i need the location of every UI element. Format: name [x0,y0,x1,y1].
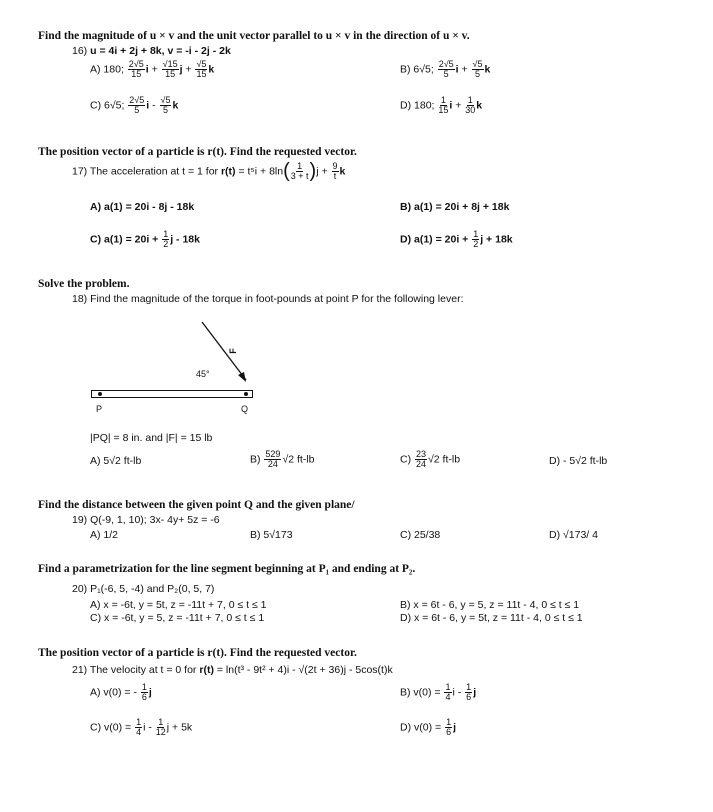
question-19: 19) Q(-9, 1, 10); 3x- 4y+ 5z = -6 [72,514,220,526]
choice-17a[interactable]: A) a(1) = 20i - 8j - 18k [90,201,195,213]
choice-20d[interactable]: D) x = 6t - 6, y = 5t, z = 11t - 4, 0 ≤ t ≤ 1 [400,612,583,624]
choice-17b[interactable]: B) a(1) = 20i + 8j + 18k [400,201,510,213]
choice-21a[interactable]: A) v(0) = - $\frac{1}{6}$ j [90,682,152,703]
label-p: P [96,404,103,414]
section-header: Find a parametrization for the line segment beginning at P₁ and ending at P₂. [38,563,416,575]
choice-20a[interactable]: A) x = -6t, y = 5t, z = -11t + 7, 0 ≤ t ≤ 1 [90,599,267,611]
force-label: F [227,348,238,354]
choice-17d[interactable]: D) a(1) = 20i + $\frac{1}{2}$ j + 18k [400,229,513,250]
question-17: 17) The acceleration at t = 1 for r(t) = t⁵i + 8ln( $\frac{1}{3 + t}$ )j + $\frac{9}{t}$ k [72,160,346,182]
section-header: The position vector of a particle is r(t). Find the requested vector. [38,647,357,659]
choice-19c[interactable]: C) 25/38 [400,529,441,541]
arrow-head [238,372,246,382]
choice-16a[interactable]: A) 180; $\frac{2√5}{15}$ i + $\frac{√15}{15}$ j + $\frac{√5}{15}$ k [90,59,215,80]
choice-19d[interactable]: D) √173/ 4 [549,529,598,541]
choice-20c[interactable]: C) x = -6t, y = 5, z = -11t + 7, 0 ≤ t ≤ 1 [90,612,265,624]
choice-18b[interactable]: B) $\frac{529}{24}$ √2 ft-lb [250,449,315,470]
section-header: The position vector of a particle is r(t). Find the requested vector. [38,146,357,158]
choice-19a[interactable]: A) 1/2 [90,529,119,541]
choice-18d[interactable]: D) - 5√2 ft-lb [549,455,608,467]
angle-label: 45° [196,369,210,379]
choice-20b[interactable]: B) x = 6t - 6, y = 5, z = 11t - 4, 0 ≤ t ≤ 1 [400,599,580,611]
point-q-dot [244,392,248,396]
choice-16c[interactable]: C) 6√5; $\frac{2√5}{5}$ i - $\frac{√5}{5}$ k [90,95,179,116]
choice-21c[interactable]: C) v(0) = $\frac{1}{4}$ i - $\frac{1}{12}$ j + 5k [90,717,193,738]
question-18: 18) Find the magnitude of the torque in foot-pounds at point P for the following lever: [72,293,464,305]
choice-21b[interactable]: B) v(0) = $\frac{1}{4}$ i - $\frac{1}{6}$ j [400,682,477,703]
point-p-dot [98,392,102,396]
label-q: Q [241,404,249,414]
question-20: 20) P₁(-6, 5, -4) and P₂(0, 5, 7) [72,583,215,595]
choice-21d[interactable]: D) v(0) = $\frac{1}{6}$ j [400,717,456,738]
choice-17c[interactable]: C) a(1) = 20i + $\frac{1}{2}$ j - 18k [90,229,200,250]
force-arrow [200,320,260,392]
given-values: |PQ| = 8 in. and |F| = 15 lb [90,432,213,444]
question-16: 16) u = 4i + 2j + 8k, v = -i - 2j - 2k [72,45,231,57]
choice-19b[interactable]: B) 5√173 [250,529,293,541]
choice-18c[interactable]: C) $\frac{23}{24}$ √2 ft-lb [400,449,461,470]
section-header: Solve the problem. [38,278,130,290]
choice-16d[interactable]: D) 180; $\frac{1}{15}$ i + $\frac{1}{30}$ k [400,95,483,116]
section-header: Find the distance between the given point Q and the given plane/ [38,499,355,511]
section-header: Find the magnitude of u × v and the unit vector parallel to u × v in the direction of u × v. [38,30,470,42]
choice-16b[interactable]: B) 6√5; $\frac{2√5}{5}$ i + $\frac{√5}{5}$ k [400,59,491,80]
choice-18a[interactable]: A) 5√2 ft-lb [90,455,142,467]
question-21: 21) The velocity at t = 0 for r(t) = ln(t³ - 9t² + 4)i - √(2t + 36)j - 5cos(t)k [72,664,393,676]
